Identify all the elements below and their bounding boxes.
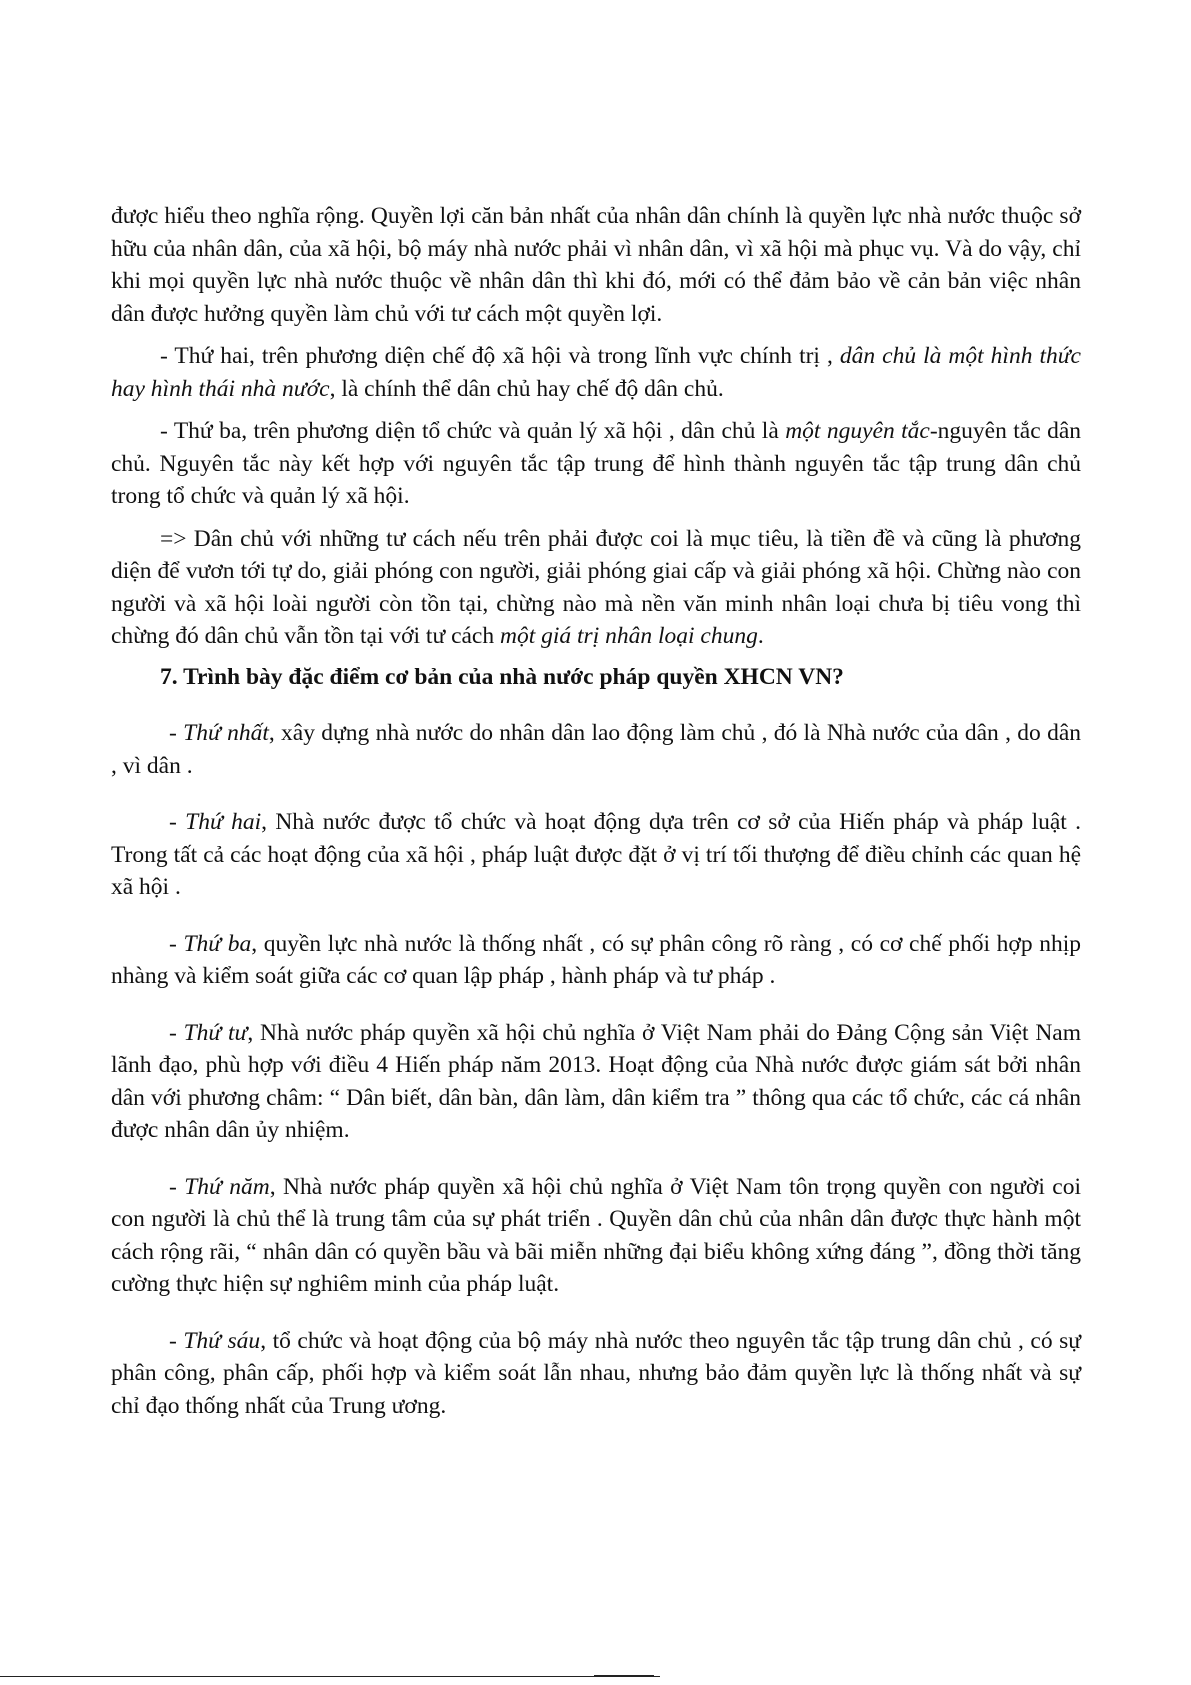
paragraph-text: - Thứ ba, trên phương diện tổ chức và quản lý xã hội , dân chủ là [160,418,786,444]
list-item [111,1017,1081,1147]
item-text: , xây dựng nhà nước do nhân dân lao động làm chủ , đó là Nhà nước của dân , do dân , vì dân . [111,720,1081,779]
item-label: - Thứ hai [169,809,262,835]
list-item [111,806,1081,904]
paragraph-text: => Dân chủ với những tư cách nếu trên phải được coi là mục tiêu, là tiền đề và cũng là phương diện để vươn tới tự do, giải phóng con người, giải phóng giai cấp và giải phóng xã hội. Chừng nào con người và xã hội loài người còn tồn tại, chừng nào mà nền văn minh nhân loại chưa bị tiêu vong thì chừng đó dân chủ vẫn tồn tại với tư cách [111,525,1081,649]
paragraph-text: -nguyên tắc dân chủ. Nguyên tắc này kết hợp với nguyên tắc tập trung để hình thành nguyên tắc tập trung dân chủ trong tổ chức và quản lý xã hội. [111,418,1081,509]
italic-phrase: một nguyên tắc [785,418,930,444]
item-text: , Nhà nước pháp quyền xã hội chủ nghĩa ở Việt Nam tôn trọng quyền con người coi con người là chủ thể là trung tâm của sự phát triển . Quyền dân chủ của nhân dân được thực hành một cách rộng rãi, “ nhân dân có quyền bầu và bãi miễn những đại biểu không xứng đáng ”, đồng thời tăng cường thực hiện sự nghiêm minh của pháp luật. [111,1173,1081,1297]
item-label: - Thứ nhất [169,720,269,746]
italic-phrase: một giá trị nhân loại chung [500,623,758,649]
item-text: , quyền lực nhà nước là thống nhất , có sự phân công rõ ràng , có cơ chế phối hợp nhịp nhàng và kiểm soát giữa các cơ quan lập pháp , hành pháp và tư pháp . [111,930,1081,989]
paragraph-text: - Thứ hai, trên phương diện chế độ xã hội và trong lĩnh vực chính trị , [160,343,840,369]
item-text: , tổ chức và hoạt động của bộ máy nhà nước theo nguyên tắc tập trung dân chủ , có sự phân công, phân cấp, phối hợp và kiểm soát lẫn nhau, nhưng bảo đảm quyền lực là thống nhất và sự chỉ đạo thống nhất của Trung ương. [111,1327,1081,1419]
item-text: , Nhà nước pháp quyền xã hội chủ nghĩa ở Việt Nam phải do Đảng Cộng sản Việt Nam lãnh đạo, phù hợp với điều 4 Hiến pháp năm 2013. Hoạt động của Nhà nước được giám sát bởi nhân dân với phương châm: “ Dân biết, dân bàn, dân làm, dân kiểm tra ” thông qua các tổ chức, các cá nhân được nhân dân ủy nhiệm. [111,1019,1082,1143]
item-label: - Thứ sáu [169,1327,261,1354]
footer-divider [0,1676,660,1677]
list-item [111,717,1081,782]
paragraph-text: . [757,623,764,649]
list-item [111,928,1081,993]
section-heading: 7. Trình bày đặc điểm cơ bản của nhà nước pháp quyền XHCN VN? [160,663,844,690]
paragraph-thu-ba [111,415,1081,513]
item-text: , Nhà nước được tổ chức và hoạt động dựa trên cơ sở của Hiến pháp và pháp luật . Trong tất cả các hoạt động của xã hội , pháp luật được đặt ở vị trí tối thượng để điều chỉnh các quan hệ xã hội . [111,809,1082,900]
list-item [111,1325,1081,1423]
item-label: - Thứ tư [169,1019,248,1046]
page-content [111,200,1081,1422]
italic-phrase: dân chủ là một hình thức hay hình thái nhà nước [111,343,1081,402]
paragraph-conclusion [111,523,1081,653]
paragraph-thu-hai [111,340,1081,405]
paragraph-continuation: được hiểu theo nghĩa rộng. Quyền lợi căn bản nhất của nhân dân chính là quyền lực nhà nước thuộc sở hữu của nhân dân, của xã hội, bộ máy nhà nước phải vì nhân dân, vì xã hội mà phục vụ. Và do vậy, chỉ khi mọi quyền lực nhà nước thuộc về nhân dân thì khi đó, mới có thể đảm bảo về cản bản việc nhân dân được hưởng quyền làm chủ với tư cách một quyền lợi. [111,203,1081,327]
item-label: - Thứ ba [169,930,252,957]
item-label: - Thứ năm [169,1173,270,1200]
list-item [111,1171,1081,1301]
footer-divider-mark [594,1675,654,1677]
paragraph-text: , là chính thể dân chủ hay chế độ dân chủ. [329,375,724,402]
